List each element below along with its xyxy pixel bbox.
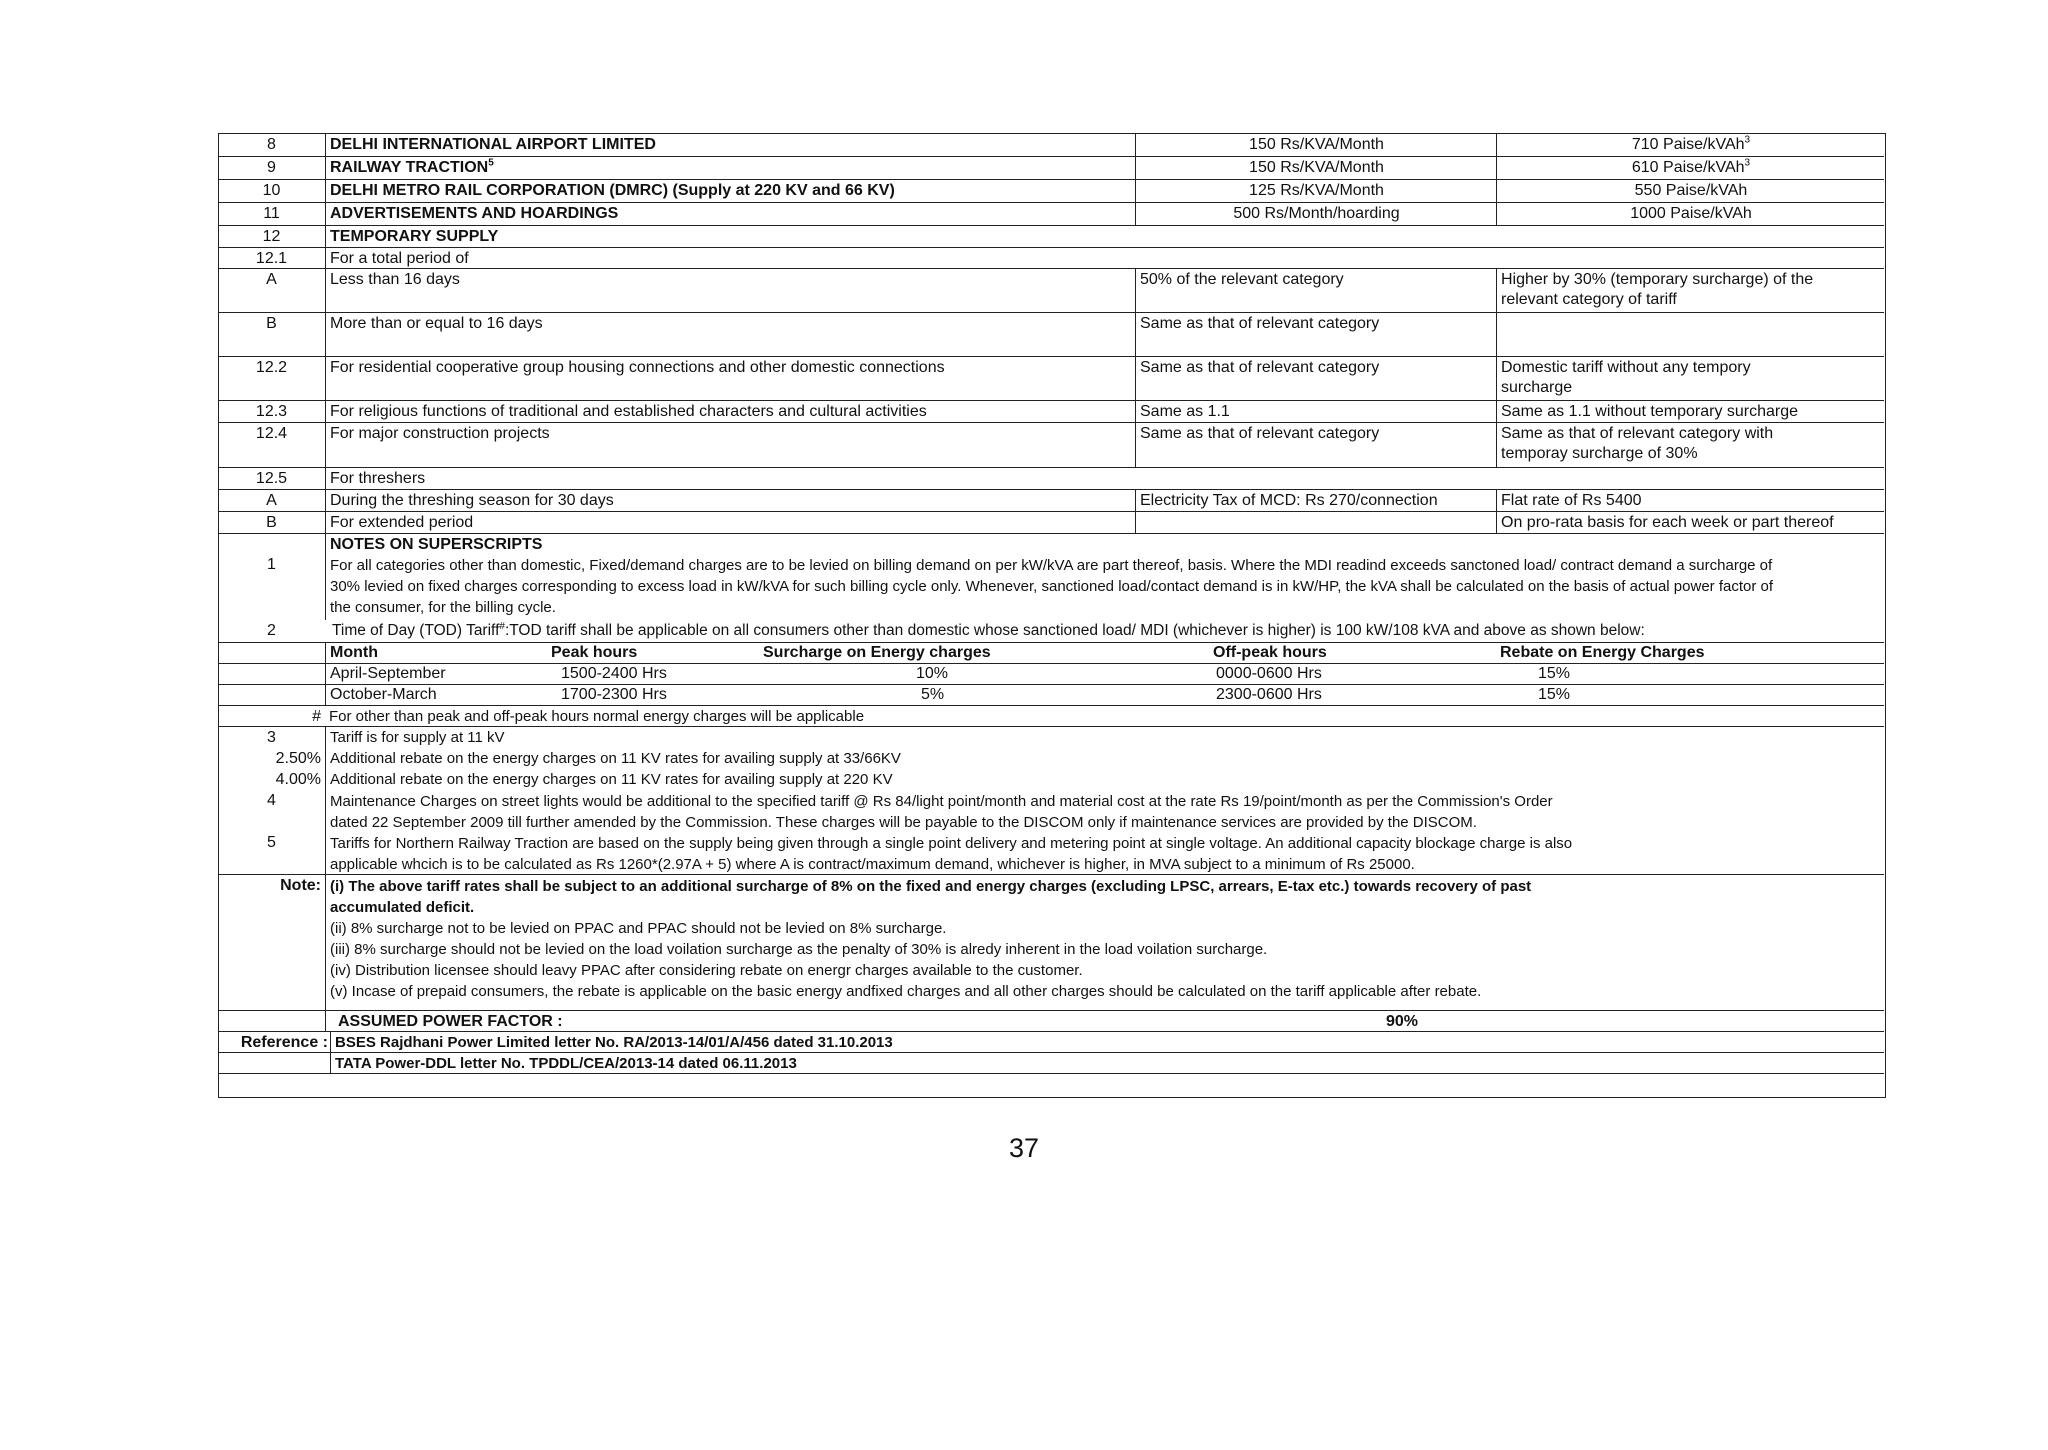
row-description: Less than 16 days	[325, 269, 460, 312]
note-number: 3	[267, 729, 276, 746]
fixed-charge: 125 Rs/KVA/Month	[1135, 180, 1497, 202]
tod-offpeak: 2300-0600 Hrs	[1216, 686, 1322, 703]
note-text	[325, 832, 1572, 874]
note-text: For other than peak and off-peak hours normal energy charges will be applicable	[329, 708, 865, 725]
tod-header-row	[218, 643, 1884, 664]
row-description: For religious functions of traditional and established characters and cultural activities	[325, 401, 927, 422]
category-name: ADVERTISEMENTS AND HOARDINGS	[325, 203, 618, 225]
note-line: (i) The above tariff rates shall be subject to an additional surcharge of 8% on the fixed and energy charges (excluding LPSC, arrears, E-tax etc.) towards recovery of past	[330, 878, 1532, 895]
temporary-row-12-5	[218, 468, 1884, 490]
fixed-charge: Same as 1.1	[1135, 401, 1230, 422]
note-line: (iv) Distribution licensee should leavy PPAC after considering rebate on energr charges available to the customer.	[330, 962, 1083, 979]
tariff-document	[218, 133, 1884, 1074]
note-line: Maintenance Charges on street lights would be additional to the specified tariff @ Rs 84/light point/month and material cost at the rate Rs 19/point/month as per the Commission's Order	[330, 793, 1553, 810]
row-number: 12.5	[255, 470, 288, 487]
energy-charge	[1496, 313, 1501, 356]
energy-charge: Flat rate of Rs 5400	[1496, 490, 1642, 511]
row-number: B	[266, 514, 277, 531]
general-notes	[325, 875, 1531, 1010]
tod-header-peak: Peak hours	[551, 644, 638, 661]
tod-surcharge: 10%	[916, 665, 949, 682]
energy-charge: 610 Paise/kVAh$^3$	[1496, 157, 1885, 179]
note-number: 2	[267, 622, 276, 639]
row-number: 11	[263, 205, 280, 222]
notes-heading-row	[218, 534, 1884, 554]
tod-header-offpeak: Off-peak hours	[1213, 644, 1327, 661]
power-factor-label: ASSUMED POWER FACTOR :	[325, 1011, 563, 1031]
row-description: During the threshing season for 30 days	[325, 490, 614, 511]
fixed-charge: Electricity Tax of MCD: Rs 270/connection	[1135, 490, 1438, 511]
tariff-row-9	[218, 157, 1884, 180]
notes-heading: NOTES ON SUPERSCRIPTS	[325, 534, 542, 554]
note-number: 4.00%	[275, 771, 321, 788]
row-description: For residential cooperative group housing connections and other domestic connections	[325, 357, 945, 400]
row-description: For extended period	[325, 512, 473, 533]
section-title: TEMPORARY SUPPLY	[325, 226, 498, 247]
tod-peak: 1500-2400 Hrs	[561, 665, 667, 682]
row-number: 9	[267, 159, 276, 176]
note-text: Additional rebate on the energy charges on 11 KV rates for availing supply at 33/66KV	[325, 748, 901, 769]
row-number: A	[266, 492, 277, 509]
tod-offpeak: 0000-0600 Hrs	[1216, 665, 1322, 682]
tariff-row-8	[218, 133, 1884, 157]
note-2-row	[218, 620, 1884, 643]
energy-charge: Domestic tariff without any tempory surcharge	[1496, 357, 1801, 400]
temporary-row-12-5-a	[218, 490, 1884, 512]
note-400-row	[218, 769, 1884, 790]
fixed-charge: 500 Rs/Month/hoarding	[1135, 203, 1497, 225]
tariff-row-11	[218, 203, 1884, 226]
reference-label: Reference :	[240, 1034, 328, 1051]
reference-line: TATA Power-DDL letter No. TPDDL/CEA/2013-14 dated 06.11.2013	[330, 1053, 797, 1073]
note-number: 4	[267, 792, 276, 809]
note-250-row	[218, 748, 1884, 769]
energy-charge: On pro-rata basis for each week or part thereof	[1496, 512, 1834, 533]
note-line: Tariffs for Northern Railway Traction are based on the supply being given through a single point delivery and metering point at single voltage. An additional capacity blockage charge is also	[330, 835, 1573, 852]
note-line: (v) Incase of prepaid consumers, the rebate is applicable on the basic energy andfixed charges and all other charges should be calculated on the tariff applicable after rebate.	[330, 983, 1482, 1000]
temporary-row-b	[218, 313, 1884, 357]
temporary-row-12-3	[218, 401, 1884, 423]
note-text	[325, 790, 1553, 832]
row-description: For a total period of	[325, 248, 469, 268]
category-name: RAILWAY TRACTION$^5$	[325, 157, 494, 179]
tariff-row-10	[218, 180, 1884, 203]
temporary-row-12-4	[218, 423, 1884, 468]
tod-rebate: 15%	[1538, 665, 1571, 682]
note-text: Additional rebate on the energy charges on 11 KV rates for availing supply at 220 KV	[325, 769, 893, 790]
tod-header-surcharge: Surcharge on Energy charges	[763, 644, 991, 661]
tod-surcharge: 5%	[921, 686, 945, 703]
note-text: Time of Day (TOD) Tariff#:TOD tariff shall be applicable on all consumers other than domestic whose sanctioned load/ MDI (whichever is higher) is 100 kW/108 kVA and above as shown below:	[332, 620, 1645, 639]
row-number: 10	[262, 182, 281, 199]
note-label: Note:	[280, 877, 321, 894]
fixed-charge: Same as that of relevant category	[1135, 357, 1379, 400]
reference-row-2	[218, 1053, 1884, 1074]
row-description: For major construction projects	[325, 423, 550, 467]
temporary-row-a	[218, 269, 1884, 313]
note-text: Tariff is for supply at 11 kV	[325, 727, 505, 748]
fixed-charge: Same as that of relevant category	[1135, 313, 1379, 356]
row-number: A	[266, 271, 277, 288]
note-line: accumulated deficit.	[330, 899, 475, 916]
page-number: 37	[1008, 1133, 1040, 1163]
note-number: #	[312, 708, 321, 725]
row-number: 12.2	[255, 359, 288, 376]
temporary-row-12-2	[218, 357, 1884, 401]
tod-header-rebate: Rebate on Energy Charges	[1500, 644, 1705, 661]
power-factor-value: 90%	[1386, 1013, 1419, 1030]
fixed-charge: 50% of the relevant category	[1135, 269, 1344, 312]
row-number: 12.4	[255, 425, 288, 442]
category-name: DELHI INTERNATIONAL AIRPORT LIMITED	[325, 134, 656, 156]
note-line: dated 22 September 2009 till further amended by the Commission. These charges will be payable to the DISCOM only if maintenance services are provided by the DISCOM.	[330, 814, 1477, 831]
temporary-supply-row	[218, 226, 1884, 248]
fixed-charge: 150 Rs/KVA/Month	[1135, 134, 1497, 156]
category-name: DELHI METRO RAIL CORPORATION (DMRC) (Supply at 220 KV and 66 KV)	[325, 180, 895, 202]
power-factor-row	[218, 1011, 1884, 1032]
note-line: (iii) 8% surcharge should not be levied on the load voilation surcharge as the penalty of 30% is alredy inherent in the load voilation surcharge.	[330, 941, 1268, 958]
row-number: 12	[262, 228, 281, 245]
energy-charge: 1000 Paise/kVAh	[1496, 203, 1885, 225]
energy-charge: Same as that of relevant category with temporay surcharge of 30%	[1496, 423, 1831, 467]
note-line: (ii) 8% surcharge not to be levied on PPAC and PPAC should not be levied on 8% surcharge.	[330, 920, 947, 937]
tod-month: October-March	[325, 685, 437, 705]
row-description: More than or equal to 16 days	[325, 313, 543, 356]
note-3-row	[218, 727, 1884, 748]
note-number: 5	[267, 834, 276, 851]
temporary-row-12-1	[218, 248, 1884, 269]
row-number: 12.3	[255, 403, 288, 420]
fixed-charge: 150 Rs/KVA/Month	[1135, 157, 1497, 179]
energy-charge: 550 Paise/kVAh	[1496, 180, 1885, 202]
row-number: 12.1	[255, 250, 288, 267]
energy-charge: Higher by 30% (temporary surcharge) of the relevant category of tariff	[1496, 269, 1871, 312]
tod-peak: 1700-2300 Hrs	[561, 686, 667, 703]
hash-note-row	[218, 706, 1884, 727]
tod-row	[218, 664, 1884, 685]
general-note-row	[218, 875, 1884, 1011]
fixed-charge: Same as that of relevant category	[1135, 423, 1379, 467]
reference-row	[218, 1032, 1884, 1053]
fixed-charge	[1135, 512, 1140, 533]
energy-charge: Same as 1.1 without temporary surcharge	[1496, 401, 1798, 422]
note-line: applicable whcich is to be calculated as Rs 1260*(2.97A + 5) where A is contract/maximum demand, whichever is higher, in MVA subject to a minimum of Rs 25000.	[330, 856, 1415, 873]
note-number: 2.50%	[275, 750, 321, 767]
note-1-row	[218, 554, 1884, 620]
temporary-row-12-5-b	[218, 512, 1884, 534]
tod-rebate: 15%	[1538, 686, 1571, 703]
note-number: 1	[267, 556, 276, 573]
tod-month: April-September	[325, 664, 446, 684]
note-4-row	[218, 790, 1884, 832]
note-text: For all categories other than domestic, Fixed/demand charges are to be levied on billing demand on per kW/kVA are part thereof, basis. Where the MDI readind exceeds sanctoned load/ contract demand a surcharge of 30% levied on fixed charges corresponding to excess load in kW/kVA for such billing cycle only. Whenever, sanctioned load/contact demand is in kW/HP, the kVA shall be calculated on the basis of actual power factor of the consumer, for the billing cycle.	[325, 554, 1780, 620]
tod-row	[218, 685, 1884, 706]
reference-line: BSES Rajdhani Power Limited letter No. RA/2013-14/01/A/456 dated 31.10.2013	[330, 1032, 893, 1052]
tod-header-month: Month	[325, 643, 378, 663]
energy-charge: 710 Paise/kVAh$^3$	[1496, 134, 1885, 156]
note-5-row	[218, 832, 1884, 875]
row-description: For threshers	[325, 468, 425, 489]
row-number: 8	[267, 136, 276, 153]
row-number: B	[266, 315, 277, 332]
